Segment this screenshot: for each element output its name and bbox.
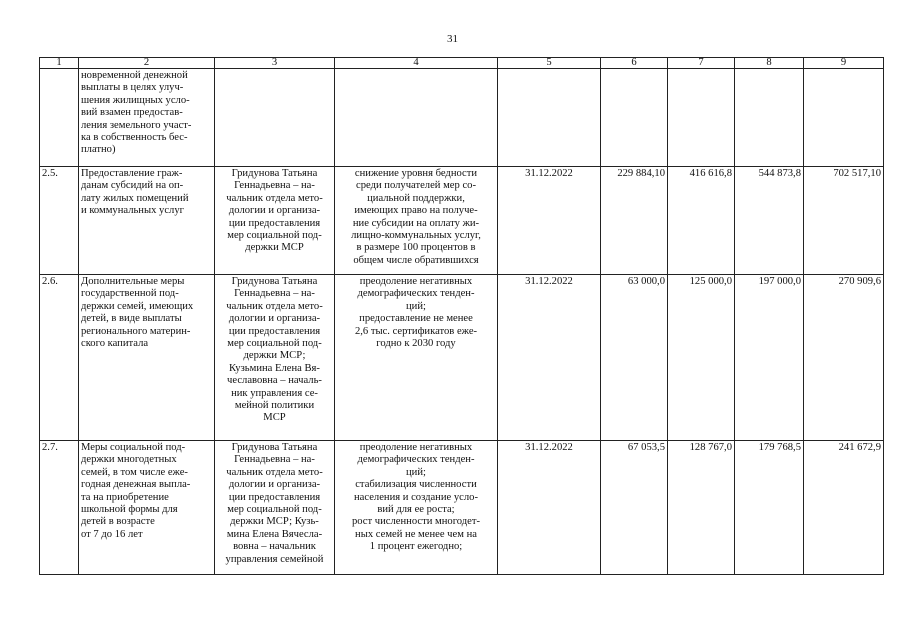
- table-row-continuation: [40, 69, 884, 167]
- value-col6: 67 053,5: [601, 441, 668, 575]
- expected-result: преодоление негативных демографических тенден- ций; стабилизация численности населения и создание усло- вий для ее роста; рост численности многодет- ных семей не менее чем на 1 процент ежегодно;: [335, 441, 498, 575]
- column-number: 1: [40, 58, 79, 69]
- value-col6: 229 884,10: [601, 167, 668, 275]
- table-row: [40, 275, 884, 441]
- value-col6: 63 000,0: [601, 275, 668, 441]
- row-number: 2.6.: [40, 275, 79, 441]
- deadline-date: 31.12.2022: [498, 167, 601, 275]
- deadline-date: 31.12.2022: [498, 441, 601, 575]
- deadline-date: 31.12.2022: [498, 275, 601, 441]
- page-number: 31: [447, 33, 458, 45]
- measure-description: Дополнительные меры государственной под- держки семей, имеющих детей, в виде выплаты регионального материн- ского капитала: [79, 275, 215, 441]
- column-number: 6: [601, 58, 668, 69]
- table-row: [40, 441, 884, 575]
- value-col9: 702 517,10: [804, 167, 884, 275]
- column-number: 8: [735, 58, 804, 69]
- row-number: 2.5.: [40, 167, 79, 275]
- value-col8: 197 000,0: [735, 275, 804, 441]
- responsible-person: Гридунова Татьяна Геннадьевна – на- чальник отдела мето- дологии и организа- ции предоставления мер социальной под- держки МСР; Кузьмина Елена Вя- чеславовна – началь- ник управления се- мейной политики МСР: [215, 275, 335, 441]
- responsible-person: Гридунова Татьяна Геннадьевна – на- чальник отдела мето- дологии и организа- ции предоставления мер социальной под- держки МСР: [215, 167, 335, 275]
- value-col7: 128 767,0: [668, 441, 735, 575]
- value-col7: 125 000,0: [668, 275, 735, 441]
- column-number: 2: [79, 58, 215, 69]
- expected-result: снижение уровня бедности среди получателей мер со- циальной поддержки, имеющих право на получе- ние субсидии на оплату жи- лищно-коммунальных услуг, в размере 100 процентов в общем числе обратившихся: [335, 167, 498, 275]
- measure-description: Меры социальной под- держки многодетных семей, в том числе еже- годная денежная выпла- та на приобретение школьной формы для детей в возрасте от 7 до 16 лет: [79, 441, 215, 575]
- measure-description: Предоставление граж- данам субсидий на оп- лату жилых помещений и коммунальных услуг: [79, 167, 215, 275]
- value-col9: 270 909,6: [804, 275, 884, 441]
- value-col8: 179 768,5: [735, 441, 804, 575]
- responsible-person: Гридунова Татьяна Геннадьевна – на- чальник отдела мето- дологии и организа- ции предоставления мер социальной под- держки МСР; Кузь- мина Елена Вячесла- вовна – начальник управления семейной: [215, 441, 335, 575]
- value-col9: 241 672,9: [804, 441, 884, 575]
- measure-description: новременной денежной выплаты в целях улуч- шения жилищных усло- вий взамен предостав- ления земельного участ- ка в собственность бес- платно): [79, 69, 215, 167]
- column-number-row: [40, 58, 884, 69]
- column-number: 4: [335, 58, 498, 69]
- column-number: 7: [668, 58, 735, 69]
- value-col7: 416 616,8: [668, 167, 735, 275]
- expected-result: преодоление негативных демографических тенден- ций; предоставление не менее 2,6 тыс. сертификатов еже- годно к 2030 году: [335, 275, 498, 441]
- column-number: 3: [215, 58, 335, 69]
- value-col8: 544 873,8: [735, 167, 804, 275]
- column-number: 5: [498, 58, 601, 69]
- table-row: [40, 167, 884, 275]
- column-number: 9: [804, 58, 884, 69]
- row-number: 2.7.: [40, 441, 79, 575]
- measures-table: [39, 57, 884, 575]
